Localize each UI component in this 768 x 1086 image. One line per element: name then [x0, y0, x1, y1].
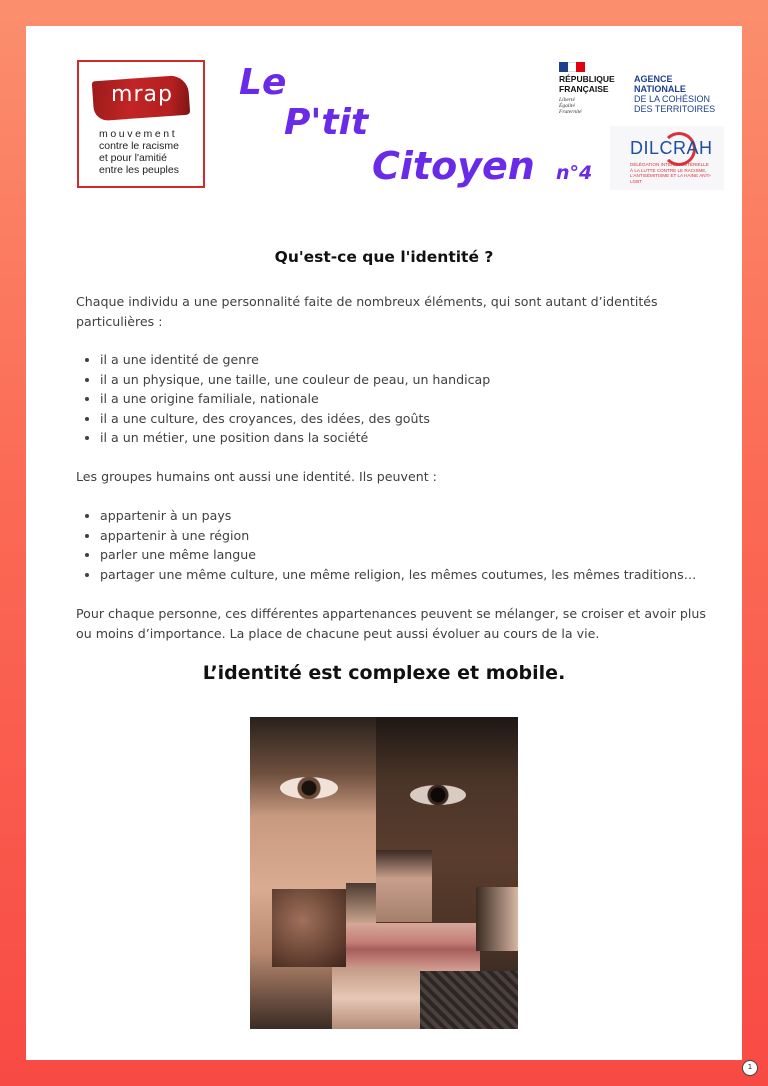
- page: [26, 26, 742, 1060]
- republique-francaise-logo: [559, 62, 629, 115]
- list-item: • il a une origine familiale, nationale: [100, 389, 726, 409]
- republique-title-line: FRANÇAISE: [559, 83, 609, 94]
- conclusion-paragraph: Pour chaque personne, ces différentes appartenances peuvent se mélanger, se croiser et avoir plus ou moins d’importance. La place de chacune peut aussi évoluer au cours de la vie.: [76, 606, 706, 641]
- list-item: • partager une même culture, une même religion, les mêmes coutumes, les mêmes traditions…: [100, 565, 726, 585]
- mrap-tagline-line: mouvement: [99, 128, 178, 140]
- french-flag-icon: [559, 62, 585, 72]
- title-citoyen: Citoyen: [372, 144, 535, 188]
- list-item: • il a un métier, une position dans la société: [100, 428, 726, 448]
- intro-paragraph: Chaque individu a une personnalité faite de nombreux éléments, qui sont autant d’identités particulières :: [76, 294, 658, 329]
- list-item: • il a une culture, des croyances, des idées, des goûts: [100, 409, 726, 429]
- collage-tile-bottom-face: [332, 967, 420, 1029]
- anct-logo: [634, 74, 715, 114]
- list-item: • il a une identité de genre: [100, 350, 726, 370]
- dilcrah-subtitle: DÉLÉGATION INTERMINISTÉRIELLE À LA LUTTE CONTRE LE RACISME, L'ANTISÉMITISME ET LA HAINE ANTI-LGBT: [630, 162, 712, 184]
- republique-title: [559, 75, 629, 94]
- face-collage-image: [250, 717, 518, 1029]
- anct-line: DES TERRITOIRES: [634, 104, 716, 114]
- collage-tile-scarf: [420, 971, 518, 1029]
- subheading: L’identité est complexe et mobile.: [202, 662, 566, 684]
- motto-line: Liberté: [559, 97, 575, 103]
- collage-tile-lips: [346, 923, 480, 971]
- collage-tile-skin-square: [272, 889, 348, 967]
- mrap-logo-name: mrap: [111, 82, 173, 107]
- collage-eye-right: [410, 785, 466, 805]
- mrap-logo: [77, 60, 205, 188]
- motto-line: Fraternité: [559, 109, 582, 115]
- groups-intro-paragraph: Les groupes humains ont aussi une identité. Ils peuvent :: [76, 469, 437, 484]
- issue-number: n°4: [556, 162, 593, 184]
- individual-identity-list: [76, 350, 726, 448]
- republique-title-line: RÉPUBLIQUE: [559, 74, 615, 84]
- page-number-badge: 1: [742, 1060, 758, 1076]
- groups-identity-list: [76, 506, 726, 584]
- republique-motto: [559, 97, 629, 115]
- motto-line: Égalité: [559, 103, 575, 109]
- collage-tile-side-face: [476, 887, 518, 951]
- dilcrah-name: DILCRAH: [630, 138, 713, 158]
- list-item: • appartenir à un pays: [100, 506, 726, 526]
- list-item: • il a un physique, une taille, une couleur de peau, un handicap: [100, 370, 726, 390]
- list-item: • parler une même langue: [100, 545, 726, 565]
- anct-line: DE LA COHÉSION: [634, 94, 711, 104]
- collage-tile-glasses-face: [376, 850, 432, 922]
- anct-line: NATIONALE: [634, 84, 686, 94]
- list-item: • appartenir à une région: [100, 526, 726, 546]
- mrap-tagline-line: et pour l'amitié: [99, 152, 167, 164]
- dilcrah-logo: [610, 126, 724, 190]
- title-ptit: P'tit: [284, 102, 369, 143]
- title-le: Le: [239, 62, 287, 103]
- anct-line: AGENCE: [634, 74, 673, 84]
- collage-tile-small-face: [346, 883, 376, 923]
- section-heading: Qu'est-ce que l'identité ?: [274, 248, 494, 266]
- mrap-tagline: [99, 128, 203, 176]
- mrap-tagline-line: entre les peuples: [99, 164, 179, 176]
- collage-eye-left: [280, 777, 338, 799]
- mrap-tagline-line: contre le racisme: [99, 140, 179, 152]
